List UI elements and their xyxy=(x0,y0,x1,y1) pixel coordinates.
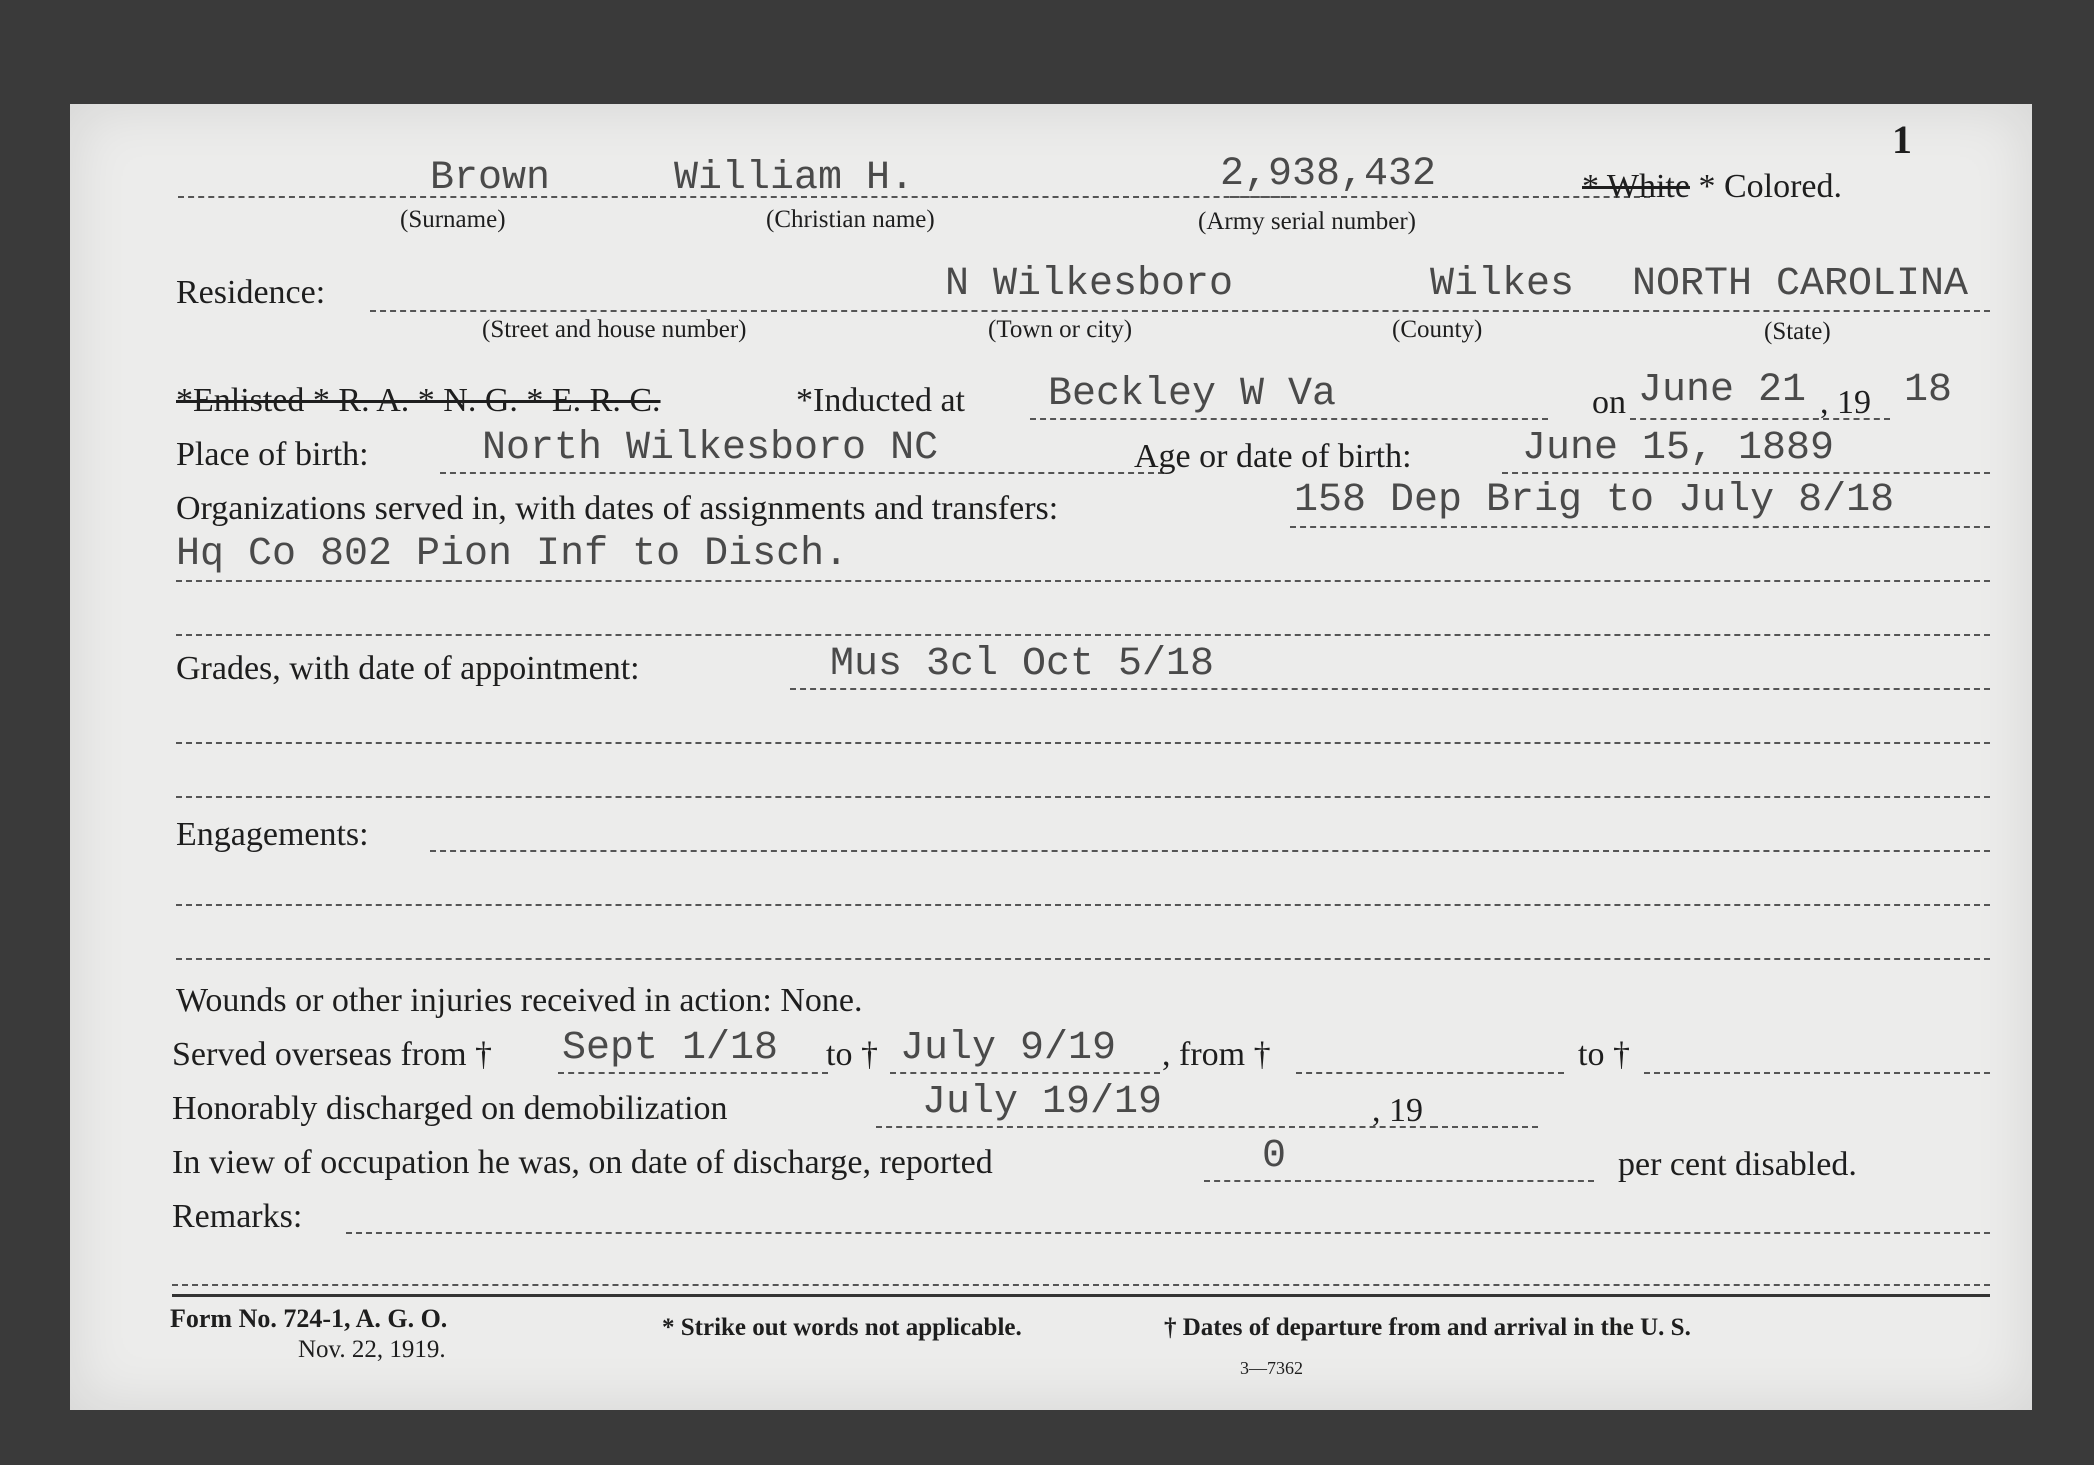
inducted-date: June 21 xyxy=(1638,368,1807,413)
grades-line-2 xyxy=(176,742,1990,744)
footer-rule xyxy=(172,1294,1990,1297)
date-of-birth-line xyxy=(1502,472,1990,474)
remarks-line-2 xyxy=(172,1284,1990,1286)
inducted-year-prefix: , 19 xyxy=(1820,384,1871,421)
discharge-year-line xyxy=(1432,1126,1538,1128)
surname-line xyxy=(178,196,648,198)
residence-label: Residence: xyxy=(176,274,326,311)
overseas-to-label-2: to † xyxy=(1578,1036,1630,1073)
service-record-card xyxy=(70,104,2032,1410)
place-of-birth-value: North Wilkesboro NC xyxy=(482,426,939,471)
page-number: 1 xyxy=(1892,117,1912,162)
organizations-label: Organizations served in, with dates of assignments and transfers: xyxy=(176,490,1059,527)
overseas-from-label-2: , from † xyxy=(1162,1036,1271,1073)
residence-town: N Wilkesboro xyxy=(945,262,1234,307)
overseas-label: Served overseas from † xyxy=(172,1036,493,1073)
place-of-birth-label: Place of birth: xyxy=(176,436,369,473)
christian-name-value: William H. xyxy=(674,156,915,201)
serial-number-value: 2,938,432 xyxy=(1220,152,1437,197)
footnote-dates: † Dates of departure from and arrival in the U. S. xyxy=(1164,1314,1691,1341)
inducted-year: 18 xyxy=(1904,368,1953,413)
overseas-to-label-1: to † xyxy=(826,1036,878,1073)
discharge-year-suffix: , 19 xyxy=(1372,1092,1423,1129)
inducted-place: Beckley W Va xyxy=(1048,372,1337,417)
inducted-label: *Inducted at xyxy=(796,382,965,419)
remarks-line-1 xyxy=(346,1232,1990,1234)
overseas-to-1: July 9/19 xyxy=(900,1026,1117,1071)
organizations-line-1 xyxy=(1290,526,1990,528)
state-caption: (State) xyxy=(1764,318,1831,345)
place-of-birth-line xyxy=(440,472,1164,474)
discharge-date-line xyxy=(876,1126,1436,1128)
town-caption: (Town or city) xyxy=(988,316,1133,343)
organizations-line-2 xyxy=(176,580,1990,582)
discharge-date: July 19/19 xyxy=(922,1080,1163,1125)
county-caption: (County) xyxy=(1392,316,1483,343)
residence-line xyxy=(370,310,1990,312)
organizations-entry-2: Hq Co 802 Pion Inf to Disch. xyxy=(176,532,849,577)
grades-value: Mus 3cl Oct 5/18 xyxy=(830,642,1215,687)
date-of-birth-label: Age or date of birth: xyxy=(1134,438,1412,475)
engagements-line-1 xyxy=(430,850,1990,852)
disability-line xyxy=(1204,1180,1594,1182)
disability-label: In view of occupation he was, on date of discharge, reported xyxy=(172,1144,993,1181)
footnote-strike-out: * Strike out words not applicable. xyxy=(662,1314,1022,1341)
residence-county: Wilkes xyxy=(1430,262,1575,307)
disability-value: 0 xyxy=(1262,1134,1287,1179)
residence-state: NORTH CAROLINA xyxy=(1632,262,1969,307)
form-number: Form No. 724-1, A. G. O. xyxy=(170,1304,448,1333)
organizations-line-3 xyxy=(176,634,1990,636)
race-struck-white: * White xyxy=(1582,168,1690,205)
disability-suffix: per cent disabled. xyxy=(1618,1146,1857,1183)
race-separator: * xyxy=(1689,168,1724,205)
overseas-from-line-2 xyxy=(1296,1072,1564,1074)
date-of-birth-value: June 15, 1889 xyxy=(1522,426,1835,471)
christian-name-caption: (Christian name) xyxy=(766,206,935,233)
organizations-entry-1: 158 Dep Brig to July 8/18 xyxy=(1294,478,1895,523)
engagements-line-3 xyxy=(176,958,1990,960)
overseas-from-line-1 xyxy=(558,1072,828,1074)
engagements-label: Engagements: xyxy=(176,816,369,853)
surname-value: Brown xyxy=(430,156,551,201)
discharge-label: Honorably discharged on demobilization xyxy=(172,1090,728,1127)
overseas-to-line-1 xyxy=(890,1072,1160,1074)
overseas-from-1: Sept 1/18 xyxy=(562,1026,779,1071)
overseas-to-line-2 xyxy=(1644,1072,1990,1074)
serial-number-caption: (Army serial number) xyxy=(1198,208,1416,235)
race-field xyxy=(1582,168,1842,206)
inducted-on-label: on xyxy=(1592,384,1626,421)
print-code: 3—7362 xyxy=(1240,1358,1303,1378)
wounds-line: Wounds or other injuries received in action: None. xyxy=(176,982,863,1019)
grades-line-3 xyxy=(176,796,1990,798)
race-selected: Colored. xyxy=(1723,168,1843,205)
surname-caption: (Surname) xyxy=(400,206,506,233)
inducted-place-line xyxy=(1030,418,1548,420)
remarks-label: Remarks: xyxy=(172,1198,303,1235)
engagements-line-2 xyxy=(176,904,1990,906)
enlistment-options-struck: *Enlisted * R. A. * N. G. * E. R. C. xyxy=(176,382,661,419)
form-date: Nov. 22, 1919. xyxy=(298,1336,446,1363)
grades-line-1 xyxy=(790,688,1990,690)
grades-label: Grades, with date of appointment: xyxy=(176,650,640,687)
street-caption: (Street and house number) xyxy=(482,316,747,343)
